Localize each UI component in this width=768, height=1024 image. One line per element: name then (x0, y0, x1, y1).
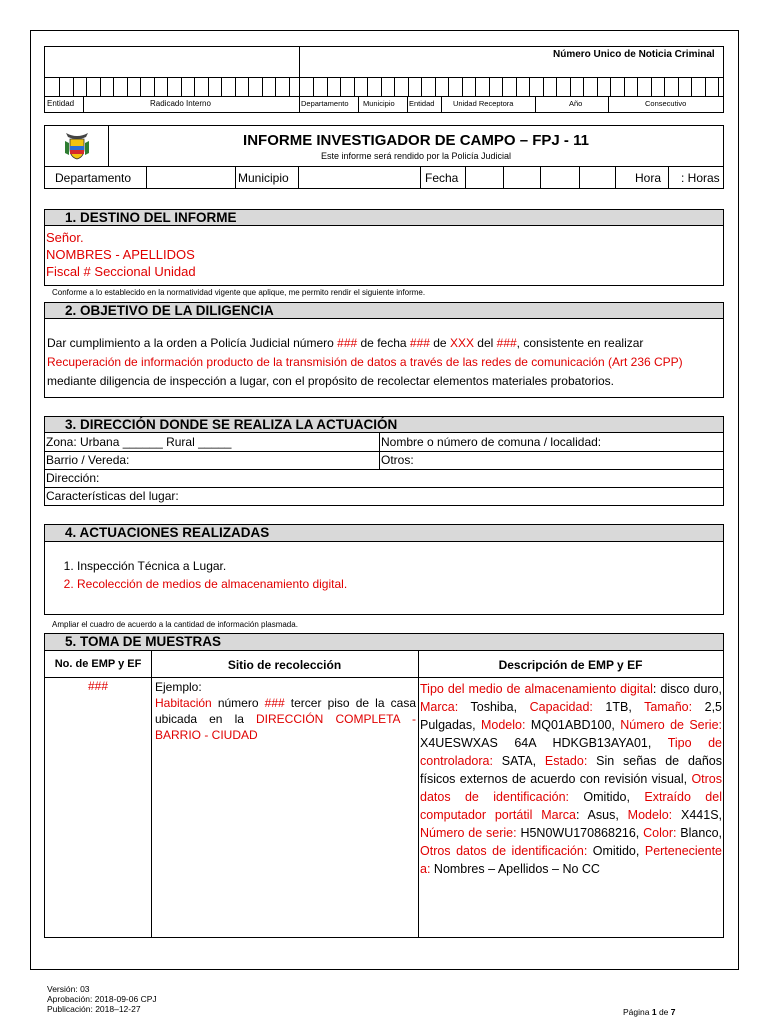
section1-note: Conforme a lo establecido en la normatividad vigente que aplique, me permito rendir el siguiente informe. (52, 288, 426, 297)
direccion-field: Dirección: (46, 471, 100, 485)
grid-tick (556, 77, 557, 96)
grid-tick (181, 77, 182, 96)
grid-tick (448, 77, 449, 96)
barrio-field: Barrio / Vereda: (46, 453, 130, 467)
caracteristicas-field: Características del lugar: (46, 489, 179, 503)
grid-tick (502, 77, 503, 96)
objetivo-line2: Recuperación de información producto de la transmisión de datos a través de las redes de comunicación (Art 236 CPP) (47, 355, 683, 369)
grid-tick (543, 77, 544, 96)
label-municipio: Municipio (363, 99, 395, 108)
grid-tick (516, 77, 517, 96)
grid-tick (73, 77, 74, 96)
logo-cell (45, 126, 109, 166)
label-anio: Año (569, 99, 583, 108)
sitio-cell: Ejemplo: Habitación número ### tercer piso de la casa ubicada en la DIRECCIÓN COMPLETA - BARRIO - CIUDAD (155, 680, 416, 742)
footer-info (47, 984, 157, 1014)
grid-tick (718, 77, 719, 96)
municipio-label: Municipio (238, 171, 289, 185)
destino-fiscal: Fiscal # Seccional Unidad (46, 264, 196, 279)
descripcion-segment: Blanco, (676, 826, 723, 840)
case-number-label: Número Unico de Noticia Criminal (553, 49, 715, 60)
grid-tick (154, 77, 155, 96)
descripcion-segment: MQ01ABD100, (525, 718, 621, 732)
descripcion-segment: Omitido, (587, 844, 645, 858)
descripcion-segment: Número de serie: (420, 826, 517, 840)
title-block (44, 125, 724, 189)
grid-tick (381, 77, 382, 96)
grid-tick (570, 77, 571, 96)
descripcion-segment: Tipo del medio de almacenamiento digital (420, 682, 653, 696)
grid-tick (421, 77, 422, 96)
descripcion-segment: Marca: (420, 700, 459, 714)
section4-body (44, 541, 724, 615)
descripcion-segment: Color: (643, 826, 677, 840)
grid-tick (340, 77, 341, 96)
footer-version: Versión: 03 (47, 984, 90, 994)
zona-field: Zona: Urbana ______ Rural _____ (46, 435, 232, 449)
descripcion-segment: Número de Serie: (620, 718, 722, 732)
descripcion-segment: : Asus, (575, 808, 628, 822)
grid-tick (100, 77, 101, 96)
descripcion-segment: Otros datos de identificación: (420, 772, 722, 804)
grid-tick (651, 77, 652, 96)
grid-tick (289, 77, 290, 96)
objetivo-line1: Dar cumplimiento a la orden a Policía Judicial número ### de fecha ### de XXX del ###, consistente en realizar (47, 336, 644, 350)
grid-tick (637, 77, 638, 96)
col-header-descripcion: Descripción de EMP y EF (498, 658, 643, 672)
grid-tick (235, 77, 236, 96)
grid-tick (86, 77, 87, 96)
horas-label: : Horas (681, 171, 720, 185)
grid-tick (208, 77, 209, 96)
col-header-emp: No. de EMP y EF (54, 658, 142, 670)
grid-tick (664, 77, 665, 96)
form-subtitle: Este informe será rendido por la Policía Judicial (320, 151, 512, 161)
grid-tick (529, 77, 530, 96)
hora-label: Hora (635, 171, 662, 185)
descripcion-segment: Extraído del computador portátil Marca (420, 790, 722, 822)
descripcion-segment: Toshiba, (458, 700, 530, 714)
grid-tick (691, 77, 692, 96)
descripcion-cell (420, 680, 722, 878)
grid-tick (394, 77, 395, 96)
descripcion-segment: 1TB, (592, 700, 645, 714)
descripcion-segment: Nombres – Apellidos – No CC (430, 862, 600, 876)
section2-heading: 2. OBJETIVO DE LA DILIGENCIA (44, 302, 724, 319)
grid-tick (489, 77, 490, 96)
descripcion-segment: H5N0WU170868216, (516, 826, 644, 840)
form-title: INFORME INVESTIGADOR DE CAMPO – FPJ - 11 (243, 132, 589, 149)
descripcion-segment: Capacidad: (529, 700, 593, 714)
destino-senor: Señor. (46, 230, 84, 245)
section1-heading: 1. DESTINO DEL INFORME (44, 209, 724, 226)
section4-note: Ampliar el cuadro de acuerdo a la cantidad de información plasmada. (52, 620, 298, 629)
grid-tick (313, 77, 314, 96)
descripcion-segment: X441S, (672, 808, 722, 822)
otros-field: Otros: (381, 453, 414, 467)
grid-tick (354, 77, 355, 96)
grid-tick (221, 77, 222, 96)
label-departamento: Departamento (301, 99, 349, 108)
descripcion-segment: Perteneciente a: (420, 844, 722, 876)
label-unidad-receptora: Unidad Receptora (453, 99, 514, 108)
departamento-label: Departamento (55, 171, 132, 185)
grid-tick (597, 77, 598, 96)
grid-tick (610, 77, 611, 96)
section1-body (44, 225, 724, 286)
footer-aprobacion: Aprobación: 2018-09-06 CPJ (47, 994, 157, 1004)
descripcion-segment: Modelo: (627, 808, 673, 822)
page-number: Página 1 de 7 (623, 1007, 676, 1017)
grid-tick (624, 77, 625, 96)
grid-tick (248, 77, 249, 96)
grid-tick (435, 77, 436, 96)
comuna-field: Nombre o número de comuna / localidad: (381, 435, 602, 449)
emp-number: ### (87, 679, 109, 693)
descripcion-segment: Sin señas de daños físicos externos de acuerdo con revisión visual, (420, 754, 722, 786)
grid-tick (194, 77, 195, 96)
grid-tick (408, 77, 409, 96)
grid-tick (127, 77, 128, 96)
grid-tick (462, 77, 463, 96)
label-consecutivo: Consecutivo (645, 99, 687, 108)
grid-tick (167, 77, 168, 96)
destino-nombres: NOMBRES - APELLIDOS (46, 247, 195, 262)
descripcion-segment: : disco duro, (652, 682, 722, 696)
actuacion-item-1: 1. Inspección Técnica a Lugar. (77, 557, 347, 575)
actuacion-item-2: 2. Recolección de medios de almacenamiento digital. (77, 575, 347, 593)
descripcion-segment: Tamaño: (644, 700, 693, 714)
grid-tick (113, 77, 114, 96)
footer-publicacion: Publicación: 2018–12-27 (47, 1004, 141, 1014)
case-number-box (44, 46, 724, 113)
grid-tick (705, 77, 706, 96)
label-entidad: Entidad (47, 99, 75, 108)
section4-heading: 4. ACTUACIONES REALIZADAS (44, 524, 724, 542)
descripcion-segment: Estado: (544, 754, 588, 768)
objetivo-line3: mediante diligencia de inspección a lugar, con el propósito de recolectar elementos materiales probatorios. (47, 374, 614, 388)
descripcion-segment: X4UESWXAS 64A HDKGB13AYA01, (420, 736, 668, 750)
descripcion-segment: Tipo de controladora: (420, 736, 722, 768)
descripcion-segment: 2,5 Pulgadas, (420, 700, 722, 732)
grid-tick (275, 77, 276, 96)
section3-heading: 3. DIRECCIÓN DONDE SE REALIZA LA ACTUACIÓN (44, 416, 724, 433)
label-entidad-2: Entidad (409, 99, 435, 108)
grid-tick (59, 77, 60, 96)
grid-tick (367, 77, 368, 96)
descripcion-segment: Omitido, (569, 790, 645, 804)
muestras-table (44, 650, 724, 938)
colombia-coat-of-arms-icon (63, 131, 91, 161)
section3-table (44, 432, 724, 506)
descripcion-segment: Otros datos de identificación: (420, 844, 588, 858)
descripcion-segment: Modelo: (480, 718, 526, 732)
grid-tick (140, 77, 141, 96)
grid-tick (327, 77, 328, 96)
label-radicado: Radicado Interno (150, 99, 211, 108)
section2-body (44, 318, 724, 398)
grid-tick (583, 77, 584, 96)
section5-heading: 5. TOMA DE MUESTRAS (44, 633, 724, 651)
grid-tick (475, 77, 476, 96)
descripcion-segment: SATA, (492, 754, 545, 768)
grid-tick (678, 77, 679, 96)
fecha-label: Fecha (425, 171, 459, 185)
col-header-sitio: Sitio de recolección (227, 658, 342, 672)
sitio-ejemplo: Ejemplo: (155, 680, 202, 694)
grid-tick (262, 77, 263, 96)
